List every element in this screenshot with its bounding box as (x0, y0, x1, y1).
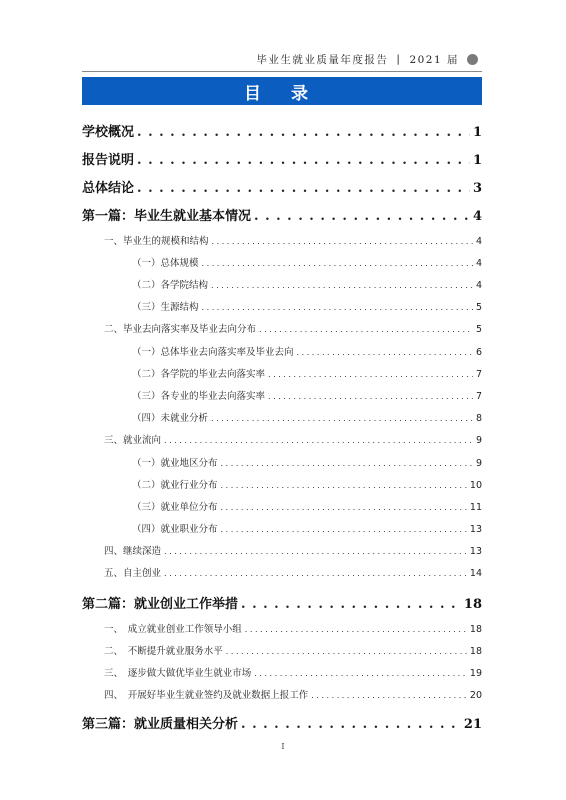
dot-leader (164, 547, 467, 556)
toc-entry-text: 二、毕业去向落实率及毕业去向分布 (104, 324, 257, 335)
year-label: 2021 届 (409, 53, 459, 66)
toc-entry[interactable] (82, 149, 482, 168)
toc-entry-page: 14 (469, 568, 482, 579)
toc-entry-page: 7 (475, 369, 482, 380)
dot-leader (137, 125, 470, 140)
header-rule (82, 71, 482, 72)
header-dot-icon (467, 54, 478, 65)
toc-entry-page: 1 (472, 153, 482, 168)
dot-leader (211, 414, 473, 423)
dot-leader (212, 237, 473, 246)
toc-entry[interactable] (82, 177, 482, 196)
toc-entry-text: 学校概况 (82, 125, 135, 140)
toc-entry-text: 第二篇：就业创业工作举措 (82, 597, 239, 612)
dot-leader (137, 181, 470, 196)
toc-entry-page: 18 (469, 624, 482, 635)
toc-entry-text: 第三篇：就业质量相关分析 (82, 717, 239, 732)
toc-entry-text: 一、毕业生的规模和结构 (104, 236, 209, 247)
toc-entry-page: 18 (469, 646, 482, 657)
toc-entry[interactable] (82, 593, 482, 612)
toc-entry-text: （一）总体毕业去向落实率及毕业去向 (132, 347, 294, 358)
toc-entry[interactable] (82, 432, 482, 446)
report-title: 毕业生就业质量年度报告 (256, 53, 389, 66)
toc-entry-page: 1 (472, 125, 482, 140)
toc-entry-page: 11 (469, 502, 482, 513)
toc-entry[interactable] (82, 713, 482, 732)
toc-entry[interactable] (82, 521, 482, 535)
toc-entry-text: （三）就业单位分布 (132, 502, 218, 513)
dot-leader (164, 569, 467, 578)
toc-title-bar (82, 77, 482, 105)
dot-leader (241, 597, 461, 612)
toc-entry-text: 五、自主创业 (104, 568, 162, 579)
toc-entry-text: 四、 开展好毕业生就业签约及就业数据上报工作 (104, 690, 309, 701)
toc-entry[interactable] (82, 621, 482, 635)
toc-entry[interactable] (82, 665, 482, 679)
dot-leader (137, 153, 470, 168)
toc-entry[interactable] (82, 565, 482, 579)
toc-entry[interactable] (82, 321, 482, 335)
toc-entry-page: 13 (469, 546, 482, 557)
toc-entry-page: 4 (475, 280, 482, 291)
dot-leader (164, 436, 473, 445)
dot-leader (221, 525, 467, 534)
toc-entry[interactable] (82, 277, 482, 291)
toc-entry-page: 4 (475, 258, 482, 269)
dot-leader (268, 370, 473, 379)
toc-entry-text: 二、 不断提升就业服务水平 (104, 646, 223, 657)
dot-leader (254, 209, 470, 224)
toc-entry[interactable] (82, 499, 482, 513)
dot-leader (202, 303, 473, 312)
header-separator: | (396, 53, 402, 65)
toc-entry-page: 20 (469, 690, 482, 701)
toc-entry[interactable] (82, 344, 482, 358)
toc-entry-page: 13 (469, 524, 482, 535)
toc-entry-page: 9 (475, 458, 482, 469)
toc-entry-page: 4 (472, 209, 482, 224)
toc-entry-text: （三）生源结构 (132, 302, 199, 313)
toc-entry-text: （一）就业地区分布 (132, 458, 218, 469)
toc-entry[interactable] (82, 299, 482, 313)
toc-entry-page: 5 (475, 324, 482, 335)
toc-entry[interactable] (82, 388, 482, 402)
toc-entry[interactable] (82, 687, 482, 701)
toc-entry-page: 3 (472, 181, 482, 196)
toc-entry-text: （四）未就业分析 (132, 413, 209, 424)
toc-entry-page: 5 (475, 302, 482, 313)
toc-entry-text: （二）各学院结构 (132, 280, 209, 291)
toc-entry-page: 21 (463, 717, 482, 732)
toc-entry-text: 四、继续深造 (104, 546, 162, 557)
toc-entry-page: 4 (475, 236, 482, 247)
page-number: I (281, 742, 285, 751)
dot-leader (226, 647, 467, 656)
dot-leader (254, 669, 467, 678)
dot-leader (241, 717, 461, 732)
toc-entry[interactable] (82, 543, 482, 557)
dot-leader (311, 691, 467, 700)
toc-entry[interactable] (82, 366, 482, 380)
toc-entry-page: 10 (469, 480, 482, 491)
dot-leader (268, 392, 473, 401)
dot-leader (221, 503, 467, 512)
toc-entry-text: （一）总体规模 (132, 258, 199, 269)
toc-entry-text: 第一篇：毕业生就业基本情况 (82, 209, 252, 224)
toc-entry[interactable] (82, 205, 482, 224)
toc-entry-text: 报告说明 (82, 153, 135, 168)
toc-entry-page: 8 (475, 413, 482, 424)
toc-entry-page: 7 (475, 391, 482, 402)
toc-entry[interactable] (82, 255, 482, 269)
toc-entry-page: 6 (475, 347, 482, 358)
dot-leader (259, 325, 473, 334)
toc-entry-text: （二）就业行业分布 (132, 480, 218, 491)
toc-entry-page: 18 (463, 597, 482, 612)
dot-leader (245, 625, 467, 634)
toc-entry[interactable] (82, 121, 482, 140)
toc-entry-text: 三、 逐步做大做优毕业生就业市场 (104, 668, 252, 679)
toc-entry-page: 9 (475, 435, 482, 446)
toc-entry[interactable] (82, 477, 482, 491)
toc-entry[interactable] (82, 643, 482, 657)
toc-entry-text: 一、 成立就业创业工作领导小组 (104, 624, 242, 635)
dot-leader (297, 348, 473, 357)
toc-entry[interactable] (82, 233, 482, 247)
toc-title: 目 录 (244, 83, 320, 104)
dot-leader (221, 459, 473, 468)
dot-leader (211, 281, 473, 290)
dot-leader (221, 481, 467, 490)
toc-entry-text: （二）各学院的毕业去向落实率 (132, 369, 266, 380)
page-header (256, 50, 478, 68)
toc-entry-text: （四）就业职业分布 (132, 524, 218, 535)
toc-entry-page: 19 (469, 668, 482, 679)
toc-entry[interactable] (82, 455, 482, 469)
dot-leader (202, 259, 473, 268)
toc-entry-text: 总体结论 (82, 181, 135, 196)
toc-entry-text: 三、就业流向 (104, 435, 162, 446)
toc-entry[interactable] (82, 410, 482, 424)
toc-entry-text: （三）各专业的毕业去向落实率 (132, 391, 266, 402)
